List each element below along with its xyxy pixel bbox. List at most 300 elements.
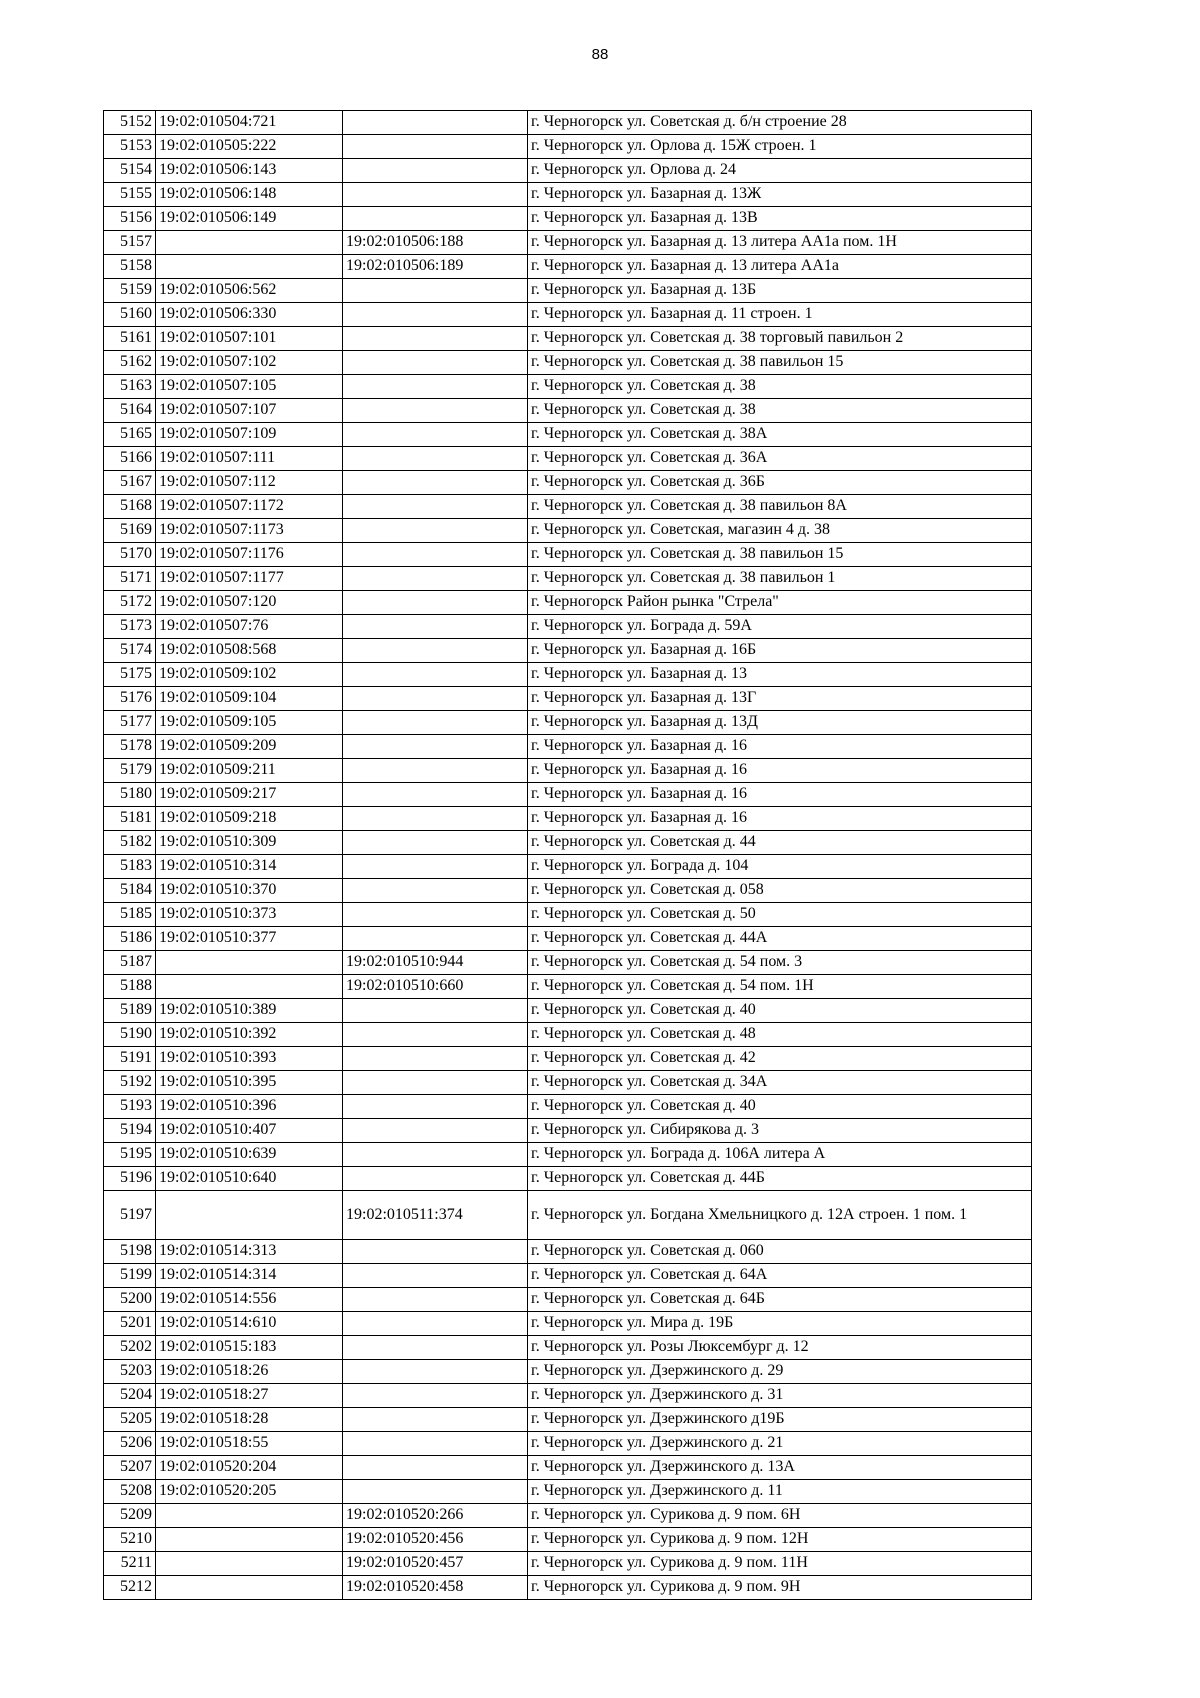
building-cadastral-number-cell [343, 471, 528, 495]
row-number-cell: 5203 [104, 1360, 156, 1384]
table-row [104, 303, 1032, 327]
cadastral-number-cell: 19:02:010518:26 [156, 1360, 343, 1384]
building-cadastral-number-cell [343, 543, 528, 567]
building-cadastral-number-cell [343, 711, 528, 735]
building-cadastral-number-cell [343, 1480, 528, 1504]
address-cell: г. Черногорск ул. Базарная д. 16Б [528, 639, 1032, 663]
row-number-cell: 5174 [104, 639, 156, 663]
building-cadastral-number-cell [343, 159, 528, 183]
address-cell: г. Черногорск ул. Советская д. 64Б [528, 1288, 1032, 1312]
row-number-cell: 5162 [104, 351, 156, 375]
table-row [104, 879, 1032, 903]
address-cell: г. Черногорск ул. Советская, магазин 4 д. 38 [528, 519, 1032, 543]
table-row [104, 1023, 1032, 1047]
building-cadastral-number-cell [343, 303, 528, 327]
cadastral-number-cell: 19:02:010506:562 [156, 279, 343, 303]
cadastral-number-cell: 19:02:010507:1172 [156, 495, 343, 519]
table-row [104, 975, 1032, 999]
building-cadastral-number-cell [343, 855, 528, 879]
table-row [104, 999, 1032, 1023]
address-cell: г. Черногорск ул. Советская д. 44Б [528, 1167, 1032, 1191]
table-row [104, 1432, 1032, 1456]
row-number-cell: 5207 [104, 1456, 156, 1480]
table-row [104, 711, 1032, 735]
building-cadastral-number-cell [343, 1119, 528, 1143]
address-cell: г. Черногорск ул. Мира д. 19Б [528, 1312, 1032, 1336]
row-number-cell: 5199 [104, 1264, 156, 1288]
building-cadastral-number-cell [343, 1288, 528, 1312]
table-row [104, 1480, 1032, 1504]
table-row [104, 135, 1032, 159]
row-number-cell: 5164 [104, 399, 156, 423]
building-cadastral-number-cell: 19:02:010520:458 [343, 1576, 528, 1600]
cadastral-number-cell: 19:02:010510:370 [156, 879, 343, 903]
table-row [104, 447, 1032, 471]
table-row [104, 1167, 1032, 1191]
address-cell: г. Черногорск ул. Советская д. 36Б [528, 471, 1032, 495]
table-row [104, 351, 1032, 375]
address-cell: г. Черногорск ул. Советская д. 34А [528, 1071, 1032, 1095]
row-number-cell: 5156 [104, 207, 156, 231]
table-row [104, 327, 1032, 351]
building-cadastral-number-cell [343, 663, 528, 687]
cadastral-number-cell: 19:02:010510:309 [156, 831, 343, 855]
table-row [104, 927, 1032, 951]
cadastral-number-cell: 19:02:010507:111 [156, 447, 343, 471]
address-cell: г. Черногорск ул. Базарная д. 13В [528, 207, 1032, 231]
row-number-cell: 5208 [104, 1480, 156, 1504]
cadastral-number-cell [156, 1576, 343, 1600]
cadastral-number-cell: 19:02:010507:112 [156, 471, 343, 495]
cadastral-number-cell: 19:02:010507:107 [156, 399, 343, 423]
cadastral-number-cell: 19:02:010518:28 [156, 1408, 343, 1432]
address-cell: г. Черногорск ул. Сурикова д. 9 пом. 9Н [528, 1576, 1032, 1600]
building-cadastral-number-cell [343, 591, 528, 615]
address-cell: г. Черногорск ул. Базарная д. 13Г [528, 687, 1032, 711]
row-number-cell: 5176 [104, 687, 156, 711]
row-number-cell: 5178 [104, 735, 156, 759]
address-cell: г. Черногорск ул. Советская д. 38 [528, 399, 1032, 423]
table-row [104, 1240, 1032, 1264]
address-cell: г. Черногорск ул. Сурикова д. 9 пом. 12Н [528, 1528, 1032, 1552]
row-number-cell: 5187 [104, 951, 156, 975]
row-number-cell: 5202 [104, 1336, 156, 1360]
building-cadastral-number-cell [343, 1023, 528, 1047]
address-cell: г. Черногорск ул. Сурикова д. 9 пом. 11Н [528, 1552, 1032, 1576]
building-cadastral-number-cell [343, 423, 528, 447]
building-cadastral-number-cell [343, 183, 528, 207]
table-row [104, 951, 1032, 975]
row-number-cell: 5184 [104, 879, 156, 903]
building-cadastral-number-cell [343, 1312, 528, 1336]
address-cell: г. Черногорск ул. Советская д. 54 пом. 1Н [528, 975, 1032, 999]
table-row [104, 207, 1032, 231]
address-cell: г. Черногорск ул. Орлова д. 24 [528, 159, 1032, 183]
table-row [104, 759, 1032, 783]
row-number-cell: 5206 [104, 1432, 156, 1456]
building-cadastral-number-cell [343, 1336, 528, 1360]
address-cell: г. Черногорск ул. Дзержинского д19Б [528, 1408, 1032, 1432]
address-cell: г. Черногорск ул. Советская д. 50 [528, 903, 1032, 927]
building-cadastral-number-cell [343, 1264, 528, 1288]
cadastral-number-cell [156, 1191, 343, 1240]
building-cadastral-number-cell [343, 1360, 528, 1384]
address-cell: г. Черногорск ул. Советская д. 40 [528, 999, 1032, 1023]
table-row [104, 1312, 1032, 1336]
cadastral-number-cell [156, 1504, 343, 1528]
address-cell: г. Черногорск ул. Бограда д. 106А литера А [528, 1143, 1032, 1167]
address-cell: г. Черногорск ул. Базарная д. 16 [528, 807, 1032, 831]
row-number-cell: 5180 [104, 783, 156, 807]
address-cell: г. Черногорск ул. Советская д. 36А [528, 447, 1032, 471]
cadastral-number-cell: 19:02:010508:568 [156, 639, 343, 663]
table-row [104, 1071, 1032, 1095]
table-row [104, 519, 1032, 543]
cadastral-number-cell: 19:02:010509:218 [156, 807, 343, 831]
row-number-cell: 5191 [104, 1047, 156, 1071]
address-cell: г. Черногорск ул. Сурикова д. 9 пом. 6Н [528, 1504, 1032, 1528]
address-cell: г. Черногорск ул. Дзержинского д. 21 [528, 1432, 1032, 1456]
row-number-cell: 5155 [104, 183, 156, 207]
registry-table [103, 110, 1032, 1600]
cadastral-number-cell: 19:02:010510:407 [156, 1119, 343, 1143]
building-cadastral-number-cell [343, 1432, 528, 1456]
address-cell: г. Черногорск ул. Дзержинского д. 13А [528, 1456, 1032, 1480]
row-number-cell: 5192 [104, 1071, 156, 1095]
row-number-cell: 5166 [104, 447, 156, 471]
page-number: 88 [591, 46, 609, 63]
building-cadastral-number-cell [343, 903, 528, 927]
address-cell: г. Черногорск ул. Советская д. 54 пом. 3 [528, 951, 1032, 975]
table-row [104, 831, 1032, 855]
address-cell: г. Черногорск ул. Советская д. 058 [528, 879, 1032, 903]
building-cadastral-number-cell: 19:02:010510:660 [343, 975, 528, 999]
table-row [104, 423, 1032, 447]
table-row [104, 1504, 1032, 1528]
building-cadastral-number-cell: 19:02:010506:188 [343, 231, 528, 255]
address-cell: г. Черногорск ул. Советская д. 42 [528, 1047, 1032, 1071]
address-cell: г. Черногорск ул. Базарная д. 16 [528, 759, 1032, 783]
cadastral-number-cell: 19:02:010510:389 [156, 999, 343, 1023]
address-cell: г. Черногорск ул. Советская д. 38А [528, 423, 1032, 447]
building-cadastral-number-cell [343, 1095, 528, 1119]
cadastral-number-cell: 19:02:010509:209 [156, 735, 343, 759]
row-number-cell: 5170 [104, 543, 156, 567]
building-cadastral-number-cell [343, 1384, 528, 1408]
row-number-cell: 5179 [104, 759, 156, 783]
row-number-cell: 5193 [104, 1095, 156, 1119]
cadastral-number-cell: 19:02:010510:393 [156, 1047, 343, 1071]
address-cell: г. Черногорск ул. Советская д. 38 павильон 15 [528, 351, 1032, 375]
cadastral-number-cell: 19:02:010509:105 [156, 711, 343, 735]
table-row [104, 543, 1032, 567]
building-cadastral-number-cell [343, 1240, 528, 1264]
row-number-cell: 5167 [104, 471, 156, 495]
building-cadastral-number-cell [343, 615, 528, 639]
cadastral-number-cell: 19:02:010520:204 [156, 1456, 343, 1480]
table-row [104, 735, 1032, 759]
building-cadastral-number-cell [343, 1408, 528, 1432]
address-cell: г. Черногорск ул. Советская д. 38 павильон 1 [528, 567, 1032, 591]
address-cell: г. Черногорск Район рынка "Стрела" [528, 591, 1032, 615]
row-number-cell: 5209 [104, 1504, 156, 1528]
table-row [104, 807, 1032, 831]
table-row [104, 399, 1032, 423]
row-number-cell: 5204 [104, 1384, 156, 1408]
table-row [104, 1576, 1032, 1600]
cadastral-number-cell [156, 951, 343, 975]
table-row [104, 1095, 1032, 1119]
table-row [104, 1384, 1032, 1408]
table-row [104, 111, 1032, 135]
building-cadastral-number-cell [343, 351, 528, 375]
building-cadastral-number-cell [343, 687, 528, 711]
address-cell: г. Черногорск ул. Дзержинского д. 29 [528, 1360, 1032, 1384]
row-number-cell: 5181 [104, 807, 156, 831]
building-cadastral-number-cell: 19:02:010520:457 [343, 1552, 528, 1576]
cadastral-number-cell: 19:02:010507:1177 [156, 567, 343, 591]
cadastral-number-cell: 19:02:010514:556 [156, 1288, 343, 1312]
building-cadastral-number-cell [343, 807, 528, 831]
cadastral-number-cell: 19:02:010507:1176 [156, 543, 343, 567]
row-number-cell: 5157 [104, 231, 156, 255]
address-cell: г. Черногорск ул. Советская д. 060 [528, 1240, 1032, 1264]
address-cell: г. Черногорск ул. Базарная д. 16 [528, 735, 1032, 759]
address-cell: г. Черногорск ул. Бограда д. 104 [528, 855, 1032, 879]
cadastral-number-cell: 19:02:010514:610 [156, 1312, 343, 1336]
cadastral-number-cell: 19:02:010509:102 [156, 663, 343, 687]
row-number-cell: 5161 [104, 327, 156, 351]
row-number-cell: 5168 [104, 495, 156, 519]
address-cell: г. Черногорск ул. Дзержинского д. 11 [528, 1480, 1032, 1504]
row-number-cell: 5198 [104, 1240, 156, 1264]
cadastral-number-cell: 19:02:010507:1173 [156, 519, 343, 543]
address-cell: г. Черногорск ул. Бограда д. 59А [528, 615, 1032, 639]
row-number-cell: 5190 [104, 1023, 156, 1047]
row-number-cell: 5189 [104, 999, 156, 1023]
cadastral-number-cell: 19:02:010506:148 [156, 183, 343, 207]
cadastral-number-cell: 19:02:010509:217 [156, 783, 343, 807]
address-cell: г. Черногорск ул. Базарная д. 16 [528, 783, 1032, 807]
building-cadastral-number-cell [343, 927, 528, 951]
address-cell: г. Черногорск ул. Орлова д. 15Ж строен. 1 [528, 135, 1032, 159]
table-row [104, 1191, 1032, 1240]
building-cadastral-number-cell [343, 207, 528, 231]
table-row [104, 1408, 1032, 1432]
cadastral-number-cell: 19:02:010510:396 [156, 1095, 343, 1119]
row-number-cell: 5175 [104, 663, 156, 687]
cadastral-number-cell: 19:02:010507:76 [156, 615, 343, 639]
row-number-cell: 5169 [104, 519, 156, 543]
cadastral-number-cell: 19:02:010520:205 [156, 1480, 343, 1504]
address-cell: г. Черногорск ул. Дзержинского д. 31 [528, 1384, 1032, 1408]
building-cadastral-number-cell [343, 1071, 528, 1095]
building-cadastral-number-cell [343, 1167, 528, 1191]
address-cell: г. Черногорск ул. Розы Люксембург д. 12 [528, 1336, 1032, 1360]
building-cadastral-number-cell [343, 327, 528, 351]
table-row [104, 255, 1032, 279]
address-cell: г. Черногорск ул. Советская д. б/н строение 28 [528, 111, 1032, 135]
address-cell: г. Черногорск ул. Советская д. 38 [528, 375, 1032, 399]
table-row [104, 663, 1032, 687]
cadastral-number-cell: 19:02:010507:109 [156, 423, 343, 447]
cadastral-number-cell: 19:02:010506:143 [156, 159, 343, 183]
cadastral-number-cell: 19:02:010510:392 [156, 1023, 343, 1047]
cadastral-number-cell: 19:02:010510:640 [156, 1167, 343, 1191]
address-cell: г. Черногорск ул. Базарная д. 11 строен. 1 [528, 303, 1032, 327]
building-cadastral-number-cell [343, 831, 528, 855]
table-row [104, 471, 1032, 495]
building-cadastral-number-cell [343, 399, 528, 423]
address-cell: г. Черногорск ул. Богдана Хмельницкого д. 12А строен. 1 пом. 1 [528, 1191, 1032, 1240]
table-row [104, 1119, 1032, 1143]
table-row [104, 1336, 1032, 1360]
table-row [104, 159, 1032, 183]
building-cadastral-number-cell [343, 447, 528, 471]
row-number-cell: 5185 [104, 903, 156, 927]
address-cell: г. Черногорск ул. Советская д. 40 [528, 1095, 1032, 1119]
table-row [104, 231, 1032, 255]
row-number-cell: 5183 [104, 855, 156, 879]
row-number-cell: 5196 [104, 1167, 156, 1191]
building-cadastral-number-cell [343, 735, 528, 759]
building-cadastral-number-cell [343, 519, 528, 543]
row-number-cell: 5152 [104, 111, 156, 135]
row-number-cell: 5210 [104, 1528, 156, 1552]
building-cadastral-number-cell [343, 639, 528, 663]
building-cadastral-number-cell [343, 111, 528, 135]
address-cell: г. Черногорск ул. Базарная д. 13Б [528, 279, 1032, 303]
cadastral-number-cell: 19:02:010510:377 [156, 927, 343, 951]
address-cell: г. Черногорск ул. Советская д. 44А [528, 927, 1032, 951]
row-number-cell: 5159 [104, 279, 156, 303]
row-number-cell: 5158 [104, 255, 156, 279]
table-row [104, 1288, 1032, 1312]
cadastral-number-cell: 19:02:010506:149 [156, 207, 343, 231]
table-row [104, 855, 1032, 879]
row-number-cell: 5182 [104, 831, 156, 855]
address-cell: г. Черногорск ул. Советская д. 38 павильон 8А [528, 495, 1032, 519]
address-cell: г. Черногорск ул. Базарная д. 13Д [528, 711, 1032, 735]
cadastral-number-cell: 19:02:010518:55 [156, 1432, 343, 1456]
building-cadastral-number-cell: 19:02:010511:374 [343, 1191, 528, 1240]
row-number-cell: 5171 [104, 567, 156, 591]
address-cell: г. Черногорск ул. Советская д. 38 торговый павильон 2 [528, 327, 1032, 351]
row-number-cell: 5160 [104, 303, 156, 327]
row-number-cell: 5186 [104, 927, 156, 951]
address-cell: г. Черногорск ул. Базарная д. 13 литера АА1а пом. 1Н [528, 231, 1032, 255]
table-row [104, 1143, 1032, 1167]
building-cadastral-number-cell [343, 759, 528, 783]
registry-table-body [104, 111, 1032, 1600]
cadastral-number-cell [156, 1528, 343, 1552]
table-row [104, 1552, 1032, 1576]
cadastral-number-cell: 19:02:010509:104 [156, 687, 343, 711]
building-cadastral-number-cell [343, 279, 528, 303]
cadastral-number-cell [156, 975, 343, 999]
row-number-cell: 5195 [104, 1143, 156, 1167]
row-number-cell: 5212 [104, 1576, 156, 1600]
row-number-cell: 5154 [104, 159, 156, 183]
building-cadastral-number-cell [343, 1047, 528, 1071]
row-number-cell: 5200 [104, 1288, 156, 1312]
address-cell: г. Черногорск ул. Советская д. 64А [528, 1264, 1032, 1288]
row-number-cell: 5153 [104, 135, 156, 159]
table-row [104, 495, 1032, 519]
cadastral-number-cell: 19:02:010507:101 [156, 327, 343, 351]
building-cadastral-number-cell: 19:02:010510:944 [343, 951, 528, 975]
building-cadastral-number-cell [343, 135, 528, 159]
cadastral-number-cell: 19:02:010510:373 [156, 903, 343, 927]
building-cadastral-number-cell: 19:02:010520:266 [343, 1504, 528, 1528]
table-row [104, 639, 1032, 663]
row-number-cell: 5173 [104, 615, 156, 639]
address-cell: г. Черногорск ул. Советская д. 48 [528, 1023, 1032, 1047]
table-row [104, 567, 1032, 591]
row-number-cell: 5205 [104, 1408, 156, 1432]
cadastral-number-cell: 19:02:010507:102 [156, 351, 343, 375]
cadastral-number-cell [156, 231, 343, 255]
building-cadastral-number-cell [343, 567, 528, 591]
address-cell: г. Черногорск ул. Сибирякова д. 3 [528, 1119, 1032, 1143]
table-row [104, 615, 1032, 639]
table-row [104, 1456, 1032, 1480]
row-number-cell: 5188 [104, 975, 156, 999]
table-row [104, 591, 1032, 615]
building-cadastral-number-cell [343, 879, 528, 903]
table-row [104, 1528, 1032, 1552]
address-cell: г. Черногорск ул. Базарная д. 13Ж [528, 183, 1032, 207]
row-number-cell: 5197 [104, 1191, 156, 1240]
table-row [104, 903, 1032, 927]
building-cadastral-number-cell [343, 1143, 528, 1167]
cadastral-number-cell: 19:02:010506:330 [156, 303, 343, 327]
building-cadastral-number-cell [343, 1456, 528, 1480]
building-cadastral-number-cell [343, 783, 528, 807]
address-cell: г. Черногорск ул. Базарная д. 13 литера АА1а [528, 255, 1032, 279]
table-row [104, 1264, 1032, 1288]
row-number-cell: 5194 [104, 1119, 156, 1143]
building-cadastral-number-cell: 19:02:010520:456 [343, 1528, 528, 1552]
cadastral-number-cell: 19:02:010518:27 [156, 1384, 343, 1408]
building-cadastral-number-cell [343, 495, 528, 519]
building-cadastral-number-cell [343, 999, 528, 1023]
table-row [104, 279, 1032, 303]
cadastral-number-cell: 19:02:010514:314 [156, 1264, 343, 1288]
row-number-cell: 5177 [104, 711, 156, 735]
row-number-cell: 5201 [104, 1312, 156, 1336]
table-row [104, 783, 1032, 807]
cadastral-number-cell: 19:02:010504:721 [156, 111, 343, 135]
cadastral-number-cell: 19:02:010510:639 [156, 1143, 343, 1167]
cadastral-number-cell [156, 255, 343, 279]
address-cell: г. Черногорск ул. Базарная д. 13 [528, 663, 1032, 687]
cadastral-number-cell: 19:02:010510:314 [156, 855, 343, 879]
table-row [104, 183, 1032, 207]
address-cell: г. Черногорск ул. Советская д. 44 [528, 831, 1032, 855]
row-number-cell: 5211 [104, 1552, 156, 1576]
table-row [104, 687, 1032, 711]
row-number-cell: 5165 [104, 423, 156, 447]
cadastral-number-cell: 19:02:010509:211 [156, 759, 343, 783]
cadastral-number-cell: 19:02:010507:105 [156, 375, 343, 399]
cadastral-number-cell: 19:02:010507:120 [156, 591, 343, 615]
table-row [104, 1047, 1032, 1071]
cadastral-number-cell: 19:02:010510:395 [156, 1071, 343, 1095]
cadastral-number-cell [156, 1552, 343, 1576]
table-row [104, 375, 1032, 399]
table-row [104, 1360, 1032, 1384]
